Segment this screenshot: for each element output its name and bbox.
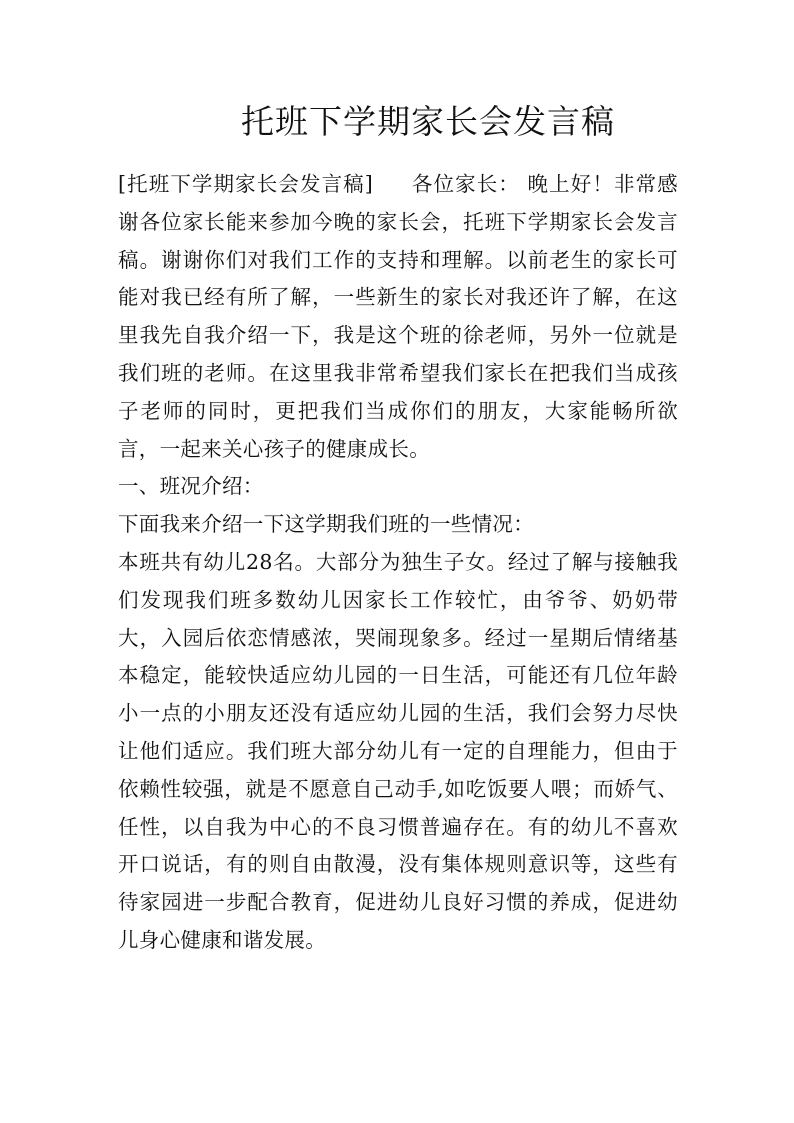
document-body — [118, 166, 678, 960]
intro-paragraph — [118, 166, 678, 468]
intro-text: 各位家长： 晚上好！非常感谢各位家长能来参加今晚的家长会，托班下学期家长会发言稿。谢谢你们对我们工作的支持和理解。以前老生的家长可能对我已经有所了解，一些新生的家长对我还许了解，在这里我先自我介绍一下，我是这个班的徐老师，另外一位就是我们班的老师。在这里我非常希望我们家长在把我们当成孩子老师的同时，更把我们当成你们的朋友，大家能畅所欲言，一起来关心孩子的健康成长。 — [118, 172, 678, 461]
section1-lead: 下面我来介绍一下这学期我们班的一些情况： — [118, 512, 534, 537]
intro-tag: [托班下学期家长会发言稿] — [118, 172, 374, 196]
page-title: 托班下学期家长会发言稿 — [241, 102, 615, 141]
section1-heading: 一、班况介绍： — [118, 474, 264, 499]
section1-body: 本班共有幼儿28名。大部分为独生子女。经过了解与接触我们发现我们班多数幼儿因家长工作较忙，由爷爷、奶奶带大，入园后依恋情感浓，哭闹现象多。经过一星期后情绪基本稳定，能较快适应幼儿园的一日生活，可能还有几位年龄小一点的小朋友还没有适应幼儿园的生活，我们会努力尽快让他们适应。我们班大部分幼儿有一定的自理能力，但由于依赖性较强，就是不愿意自己动手,如吃饭要人喂；而娇气、任性，以自我为中心的不良习惯普遍存在。有的幼儿不喜欢开口说话，有的则自由散漫，没有集体规则意识等，这些有待家园进一步配合教育，促进幼儿良好习惯的养成，促进幼儿身心健康和谐发展。 — [118, 549, 678, 952]
